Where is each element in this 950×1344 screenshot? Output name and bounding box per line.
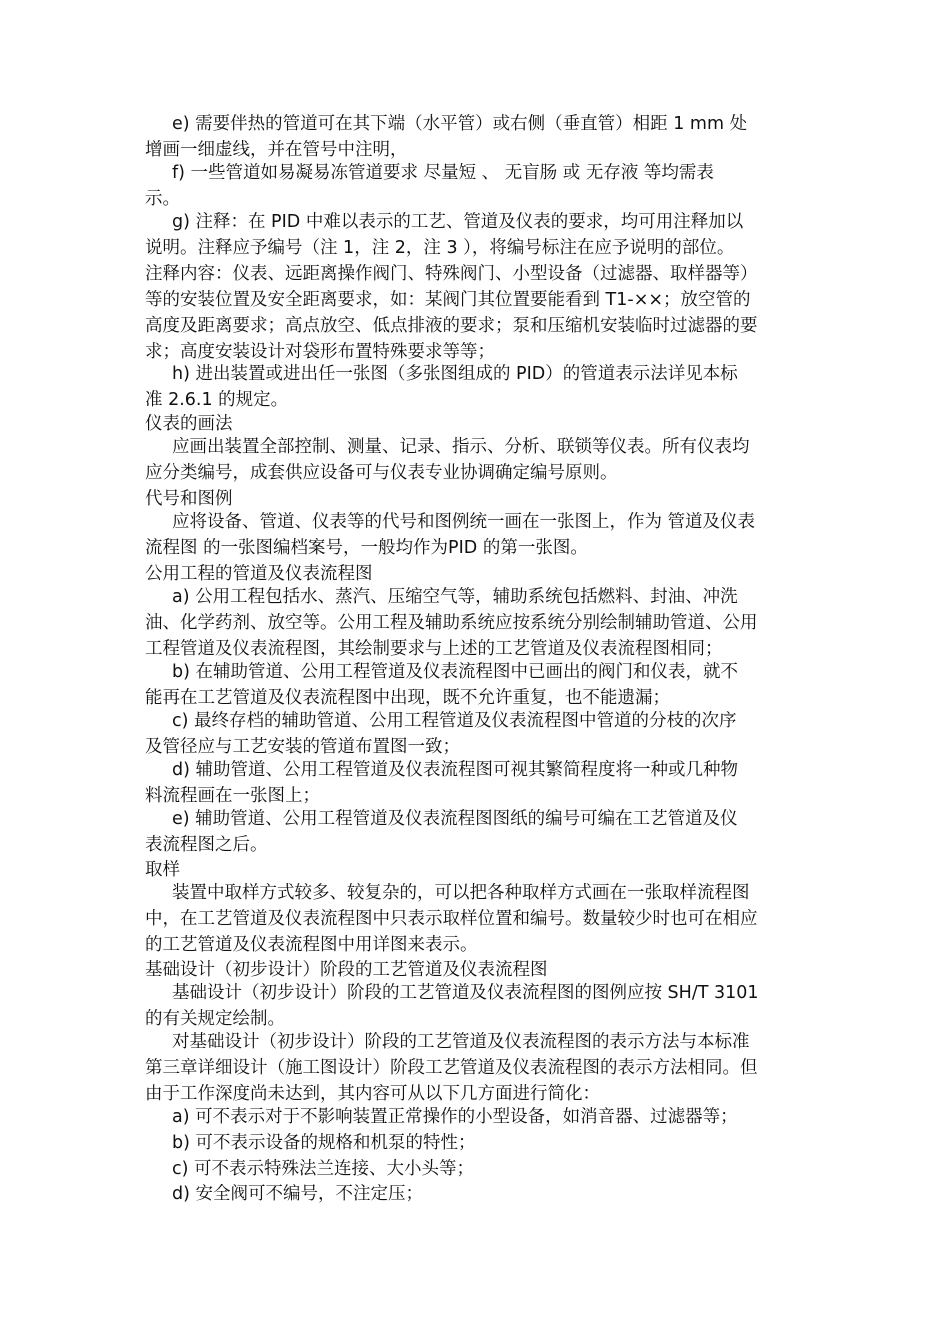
text-line: 工程管道及仪表流程图，其绘制要求与上述的工艺管道及仪表流程图相同； — [145, 639, 723, 659]
text-line: 及管径应与工艺安装的管道布置图一致； — [145, 737, 460, 757]
section-heading: 基础设计（初步设计）阶段的工艺管道及仪表流程图 — [145, 960, 548, 980]
text-line: 对基础设计（初步设计）阶段的工艺管道及仪表流程图的表示方法与本标准 — [172, 1032, 750, 1052]
section-heading: 代号和图例 — [145, 489, 233, 509]
text-line: b) 在辅助管道、公用工程管道及仪表流程图中已画出的阀门和仪表，就不 — [172, 662, 738, 682]
text-line: a) 可不表示对于不影响装置正常操作的小型设备，如消音器、过滤器等； — [172, 1107, 738, 1127]
text-line: 装置中取样方式较多、较复杂的，可以把各种取样方式画在一张取样流程图 — [172, 883, 750, 903]
section-heading: 取样 — [145, 860, 180, 880]
text-line: 表流程图之后。 — [145, 835, 268, 855]
text-line: 的有关规定绘制。 — [145, 1009, 285, 1029]
text-line: h) 进出装置或进出任一张图（多张图组成的 PID）的管道表示法详见本标 — [172, 364, 738, 384]
text-line: g) 注释：在 PID 中难以表示的工艺、管道及仪表的要求，均可用注释加以 — [172, 212, 744, 232]
text-line: 应分类编号，成套供应设备可与仪表专业协调确定编号原则。 — [145, 463, 618, 483]
text-line: 中，在工艺管道及仪表流程图中只表示取样位置和编号。数量较少时也可在相应 — [145, 909, 758, 929]
text-line: e) 辅助管道、公用工程管道及仪表流程图图纸的编号可编在工艺管道及仪 — [172, 809, 738, 829]
section-heading: 仪表的画法 — [145, 414, 233, 434]
text-line: 油、化学药剂、放空等。公用工程及辅助系统应按系统分别绘制辅助管道、公用 — [145, 613, 758, 633]
text-line: b) 可不表示设备的规格和机泵的特性； — [172, 1133, 476, 1153]
section-heading: 公用工程的管道及仪表流程图 — [145, 564, 373, 584]
text-line: 说明。注释应予编号（注 1，注 2，注 3 ），将编号标注在应予说明的部位。 — [145, 238, 735, 258]
text-line: 高度及距离要求；高点放空、低点排液的要求；泵和压缩机安装临时过滤器的要 — [145, 316, 758, 336]
text-line: c) 最终存档的辅助管道、公用工程管道及仪表流程图中管道的分枝的次序 — [172, 711, 737, 731]
text-line: a) 公用工程包括水、蒸汽、压缩空气等，辅助系统包括燃料、封油、冲洗 — [172, 587, 738, 607]
text-line: d) 安全阀可不编号，不注定压； — [172, 1184, 423, 1204]
text-line: 注释内容：仪表、远距离操作阀门、特殊阀门、小型设备（过滤器、取样器等） — [145, 264, 758, 284]
text-line: 应画出装置全部控制、测量、记录、指示、分析、联锁等仪表。所有仪表均 — [172, 437, 750, 457]
text-line: 流程图 的一张图编档案号，一般均作为PID 的第一张图。 — [145, 538, 588, 558]
text-line: e) 需要伴热的管道可在其下端（水平管）或右侧（垂直管）相距 1 mm 处 — [172, 114, 748, 134]
text-line: 料流程画在一张图上； — [145, 786, 320, 806]
text-line: 示。 — [145, 189, 180, 209]
text-line: d) 辅助管道、公用工程管道及仪表流程图可视其繁简程度将一种或几种物 — [172, 760, 738, 780]
text-line: 能再在工艺管道及仪表流程图中出现，既不允许重复，也不能遗漏； — [145, 688, 670, 708]
text-line: 求；高度安装设计对袋形布置特殊要求等等； — [145, 342, 495, 362]
text-line: c) 可不表示特殊法兰连接、大小头等； — [172, 1159, 475, 1179]
text-line: 第三章详细设计（施工图设计）阶段工艺管道及仪表流程图的表示方法相同。但 — [145, 1058, 758, 1078]
text-line: 等的安装位置及安全距离要求，如：某阀门其位置要能看到 T1-××；放空管的 — [145, 290, 751, 310]
text-line: f) 一些管道如易凝易冻管道要求 尽量短 、 无盲肠 或 无存液 等均需表 — [172, 163, 714, 183]
text-line: 应将设备、管道、仪表等的代号和图例统一画在一张图上，作为 管道及仪表 — [172, 512, 756, 532]
text-line: 增画一细虚线，并在管号中注明， — [145, 140, 408, 160]
text-line: 由于工作深度尚未达到，其内容可从以下几方面进行简化： — [145, 1084, 600, 1104]
text-line: 的工艺管道及仪表流程图中用详图来表示。 — [145, 935, 478, 955]
text-line: 基础设计（初步设计）阶段的工艺管道及仪表流程图的图例应按 SH/T 3101 — [172, 983, 759, 1003]
text-line: 准 2.6.1 的规定。 — [145, 390, 289, 410]
